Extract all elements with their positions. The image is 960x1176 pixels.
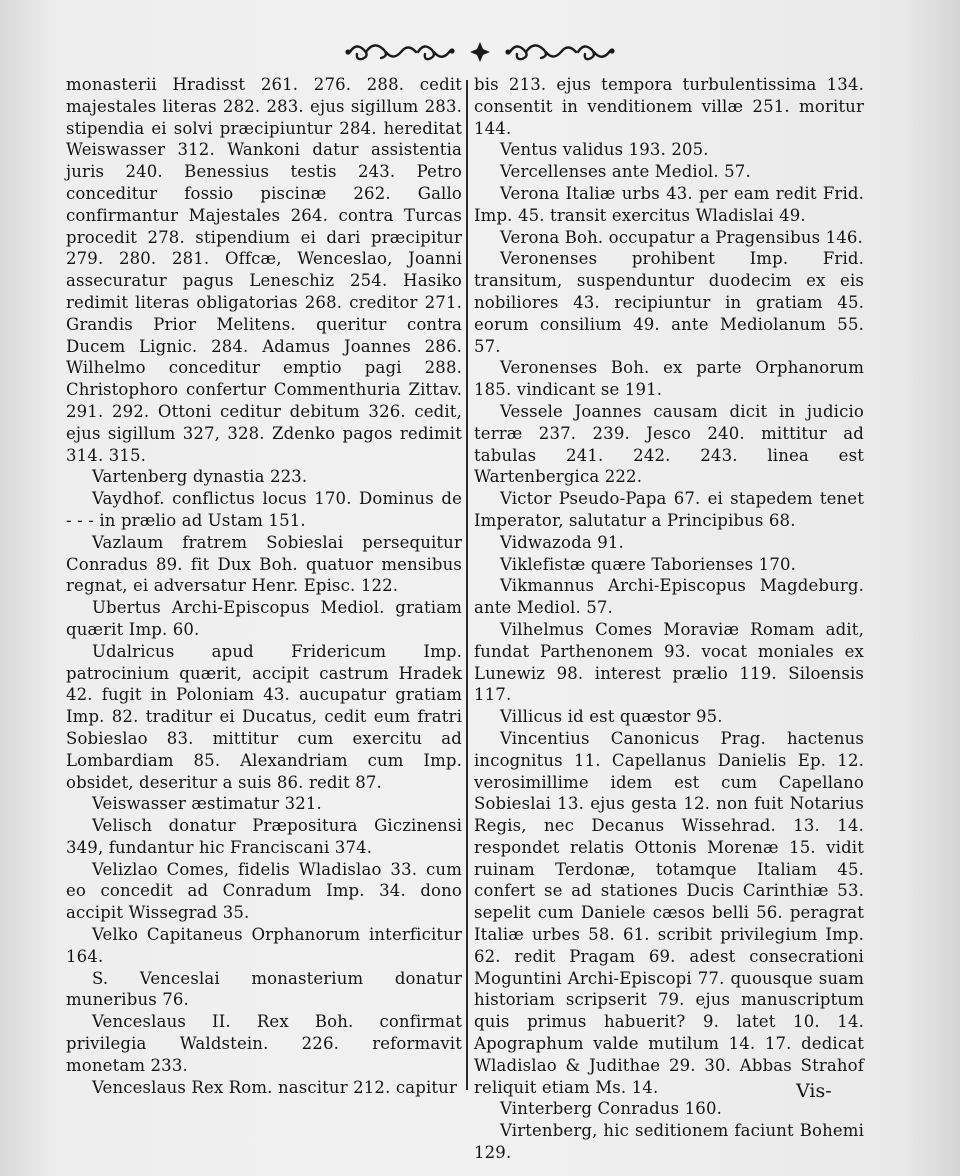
index-entry: Venceslaus II. Rex Boh. confirmat privilegia Waldstein. 226. reformavit monetam 233.	[66, 1012, 462, 1075]
index-entry: Ubertus Archi-Episcopus Mediol. gratiam quærit Imp. 60.	[66, 598, 462, 639]
index-entry: Villicus id est quæstor 95.	[500, 707, 723, 727]
column-divider	[466, 80, 468, 1090]
ornament-vignette-icon	[330, 37, 630, 67]
right-column	[474, 74, 864, 1164]
index-entry: Veronenses prohibent Imp. Frid. transitum, suspenduntur duodecim ex eis nobiliores 43. recipiuntur in gratiam 45. eorum consilium 49. ante Mediolanum 55. 57.	[474, 249, 864, 356]
index-entry: Venceslaus Rex Rom. nascitur 212. capitur	[92, 1077, 457, 1097]
index-entry: Velko Capitaneus Orphanorum interficitur 164.	[66, 925, 462, 966]
index-entry: Vikmannus Archi-Episcopus Magdeburg. ante Mediol. 57.	[474, 576, 864, 618]
index-entry: Vessele Joannes causam dicit in judicio terræ 237. 239. Jesco 240. mittitur ad tabulas 241. 242. 243. linea est Wartenbergica 222.	[474, 401, 864, 487]
index-entry: Verona Italiæ urbs 43. per eam redit Frid. Imp. 45. transit exercitus Wladislai 49.	[474, 183, 864, 225]
index-entry: Velisch donatur Præpositura Giczinensi 349, fundantur hic Franciscani 374.	[66, 816, 462, 857]
index-entry: Victor Pseudo-Papa 67. ei stapedem tenet Imperator, salutatur a Principibus 68.	[474, 489, 864, 530]
left-column	[66, 74, 462, 1098]
header-ornament	[0, 34, 960, 70]
index-entry: Virtenberg, hic seditionem faciunt Bohemi 129.	[474, 1121, 864, 1163]
index-entry: Vincentius Canonicus Prag. hactenus incognitus 11. Capellanus Danielis Ep. 12. verosimillime idem est cum Capellano Sobieslai 13. ejus gesta 12. non fuit Notarius Regis, nec Decanus Wissehrad. 13. 14. respondet relatis Ottonis Morenæ 15. vidit ruinam Terdonæ, totamque Italiam 45. confert se ad stationes Ducis Carinthiæ 53. sepelit cum Daniele cæsos belli 56. peragrat Italiæ urbes 58. 61. scribit privilegium Imp. 62. redit Pragam 69. adest consecrationi Moguntini Archi-Episcopi 77. quousque suam historiam scripserit 79. ejus manuscriptum quis primus habuerit? 9. latet 10. 14. Apographum valde mutilum 14. 17. dedicat Wladislao & Judithae 29. 30. Abbas Strahof reliquit etiam Ms. 14.	[474, 728, 864, 1097]
index-entry: Veiswasser æstimatur 321.	[92, 794, 322, 814]
index-entry: Velizlao Comes, fidelis Wladislao 33. cum eo concedit ad Conradum Imp. 34. dono accipit Wissegrad 35.	[66, 859, 462, 923]
index-entry: Vinterberg Conradus 160.	[500, 1099, 722, 1119]
index-entry: Vartenberg dynastia 223.	[92, 467, 308, 487]
catchword: Vis-	[796, 1080, 832, 1102]
index-entry: Veronenses Boh. ex parte Orphanorum 185. vindicant se 191.	[474, 358, 864, 400]
index-entry: Vazlaum fratrem Sobieslai persequitur Conradus 89. fit Dux Boh. quatuor mensibus regnat, ei adversatur Henr. Episc. 122.	[66, 532, 462, 596]
index-entry: monasterii Hradisst 261. 276. 288. cedit majestales literas 282. 283. ejus sigillum 283. stipendia ei solvi præcipiuntur 284. hereditat Weiswasser 312. Wankoni datur assistentia juris 240. Benessius testis 243. Petro conceditur fossio piscinæ 262. Gallo confirmantur Majestales 264. contra Turcas procedit 278. stipendium ei dari præcipitur 279. 280. 281. Offcæ, Wenceslao, Joanni assecuratur pagus Leneschiz 254. Hasiko redimit literas obligatorias 268. creditor 271. Grandis Prior Melitens. queritur contra Ducem Lignic. 284. Adamus Joannes 286. Wilhelmo conceditur emptio pagi 288. Christophoro confertur Commenthuria Zittav. 291. 292. Ottoni ceditur debitum 326. cedit, ejus sigillum 327, 328. Zdenko pagos redimit 314. 315.	[66, 75, 462, 465]
index-entry: Vidwazoda 91.	[500, 532, 624, 552]
index-entry: Vercellenses ante Mediol. 57.	[500, 162, 751, 182]
index-entry: S. Venceslai monasterium donatur muneribus 76.	[66, 968, 462, 1010]
index-entry: bis 213. ejus tempora turbulentissima 134. consentit in venditionem villæ 251. moritur 144.	[474, 75, 864, 138]
index-entry: Viklefistæ quære Taborienses 170.	[500, 554, 797, 574]
index-entry: Vaydhof. conflictus locus 170. Dominus de - - - in prælio ad Ustam 151.	[66, 489, 462, 530]
index-entry: Ventus validus 193. 205.	[500, 140, 709, 160]
index-entry: Vilhelmus Comes Moraviæ Romam adit, fundat Parthenonem 93. vocat moniales ex Lunewiz 98. interest prælio 119. Siloensis 117.	[474, 619, 864, 705]
index-entry: Udalricus apud Fridericum Imp. patrocinium quærit, accipit castrum Hradek 42. fugit in Poloniam 43. aucupatur gratiam Imp. 82. traditur ei Ducatus, cedit eum fratri Sobieslao 83. mittitur cum exercitu ad Lombardiam 85. Alexandriam cum Imp. obsidet, deseritur a suis 86. redit 87.	[66, 641, 462, 792]
index-entry: Verona Boh. occupatur a Pragensibus 146.	[500, 227, 863, 247]
